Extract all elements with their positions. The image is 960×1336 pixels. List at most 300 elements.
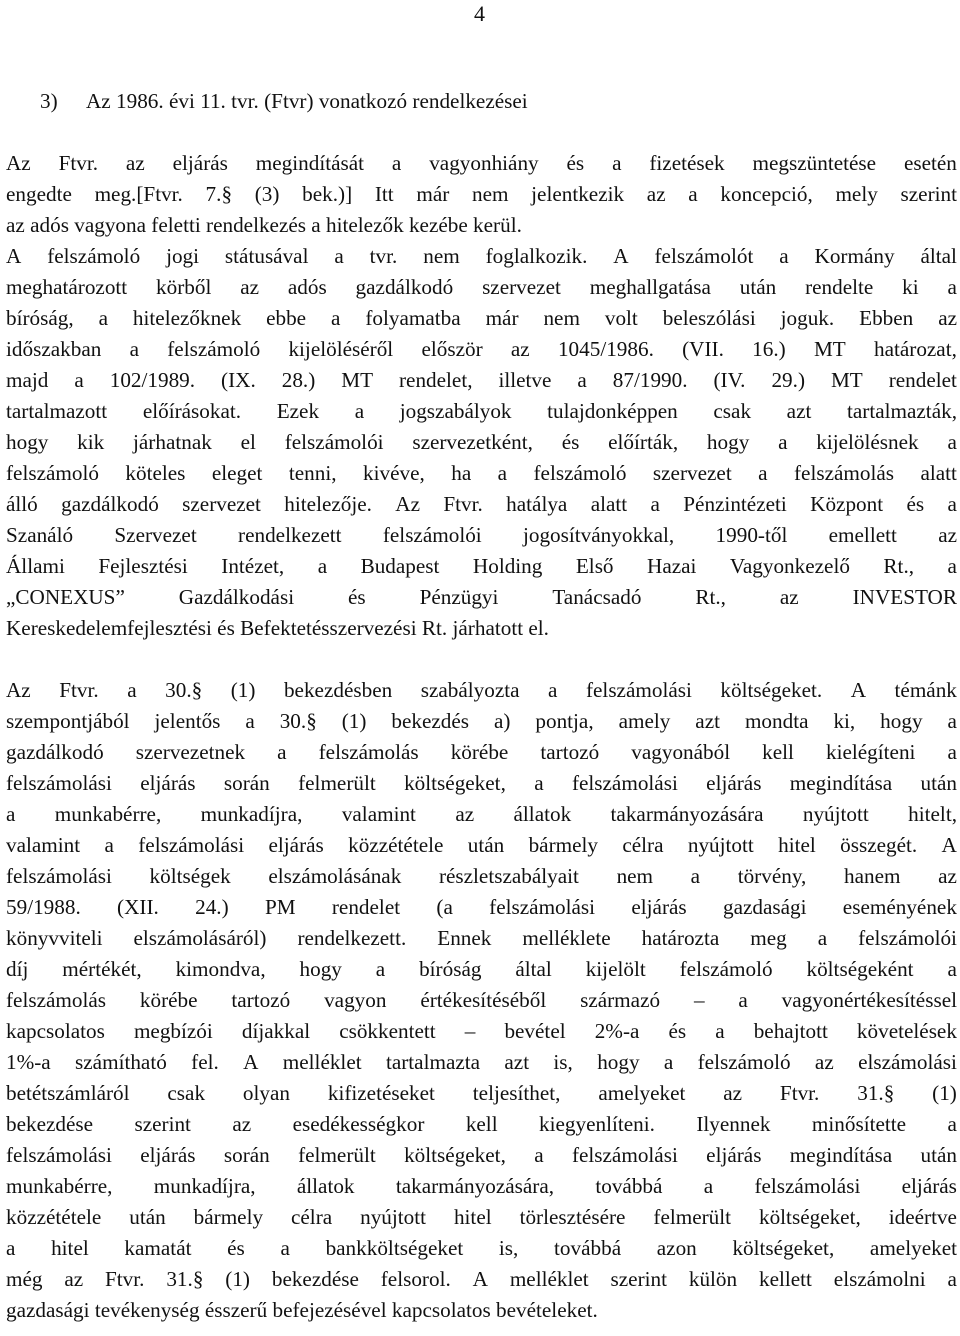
- word: a: [947, 1267, 957, 1291]
- paragraph-liquidation-costs: [6, 675, 957, 1326]
- word: 1045/1986.: [557, 337, 654, 361]
- word: meghatározott: [6, 275, 128, 299]
- word: 59/1988.: [6, 895, 81, 919]
- word: elszámolni: [833, 1267, 926, 1291]
- word: kamatát: [124, 1236, 192, 1260]
- word: felszámolói: [284, 430, 384, 454]
- word: tulajdonképpen: [547, 399, 678, 423]
- word: elszámolásáról): [133, 926, 267, 950]
- word: mértékét,: [62, 957, 142, 981]
- word: –: [693, 988, 705, 1012]
- word: Központ: [810, 492, 884, 516]
- word: vagyonhiány: [429, 151, 539, 175]
- word: kell: [762, 740, 794, 764]
- word: kijelölésnek: [816, 430, 919, 454]
- word: eljárás: [140, 771, 196, 795]
- word: a: [127, 678, 137, 702]
- word: megszüntetése: [752, 151, 877, 175]
- word: költségeket.: [720, 678, 823, 702]
- word: felszámolási: [571, 771, 678, 795]
- word: Állami: [6, 554, 65, 578]
- word: az: [232, 1112, 252, 1136]
- word: a: [779, 244, 789, 268]
- word: bíróság: [419, 957, 482, 981]
- text-line: [6, 582, 957, 613]
- word: előírták,: [608, 430, 679, 454]
- word: után: [920, 771, 957, 795]
- text-line: [6, 830, 957, 861]
- word: bármely: [528, 833, 598, 857]
- word: az: [455, 802, 475, 826]
- word: nem: [616, 864, 654, 888]
- word: során: [223, 1143, 270, 1167]
- word: ki,: [833, 709, 856, 733]
- word: az: [938, 306, 957, 330]
- word: felsorol.: [380, 1267, 451, 1291]
- word: megbízói: [133, 1019, 213, 1043]
- word: után: [920, 1143, 957, 1167]
- word: nem: [423, 244, 460, 268]
- word: (1): [225, 1267, 250, 1291]
- word: (a: [436, 895, 453, 919]
- word: körébe: [139, 988, 198, 1012]
- text-line: [6, 1202, 957, 1233]
- word: megindítása: [789, 1143, 893, 1167]
- text-line: [6, 706, 957, 737]
- word: után: [739, 275, 777, 299]
- word: rendelet: [331, 895, 401, 919]
- word: az: [240, 275, 260, 299]
- word: követelések: [856, 1019, 957, 1043]
- word: A: [243, 1050, 259, 1074]
- word: tvr.: [369, 244, 398, 268]
- word: állatok: [296, 1174, 355, 1198]
- word: az: [510, 337, 530, 361]
- word: vagyonából: [631, 740, 731, 764]
- word: költségeket,: [404, 1143, 506, 1167]
- word: elszámolásának: [268, 864, 402, 888]
- word: a: [947, 430, 957, 454]
- word: közzététele: [6, 1205, 102, 1229]
- word: és: [227, 1236, 245, 1260]
- word: valamint: [6, 833, 81, 857]
- word: szerint: [134, 1112, 191, 1136]
- word: megindítását: [255, 151, 365, 175]
- text-line: [6, 892, 957, 923]
- word: kapcsolatos: [6, 1019, 105, 1043]
- word: és: [566, 151, 585, 175]
- word: amely: [618, 709, 671, 733]
- word: kell: [465, 1112, 498, 1136]
- page-content: [6, 86, 957, 1326]
- word: számítható: [75, 1050, 167, 1074]
- word: 1%-a: [6, 1050, 51, 1074]
- word: bankköltségeket: [325, 1236, 464, 1260]
- text-line: [6, 954, 957, 985]
- word: Szanáló: [6, 523, 74, 547]
- word: Kormány: [814, 244, 895, 268]
- word: a: [715, 1019, 725, 1043]
- word: jogi: [166, 244, 200, 268]
- word: hitelezője.: [284, 492, 372, 516]
- word: (1): [341, 709, 367, 733]
- word: a: [612, 151, 622, 175]
- text-line: [6, 1109, 957, 1140]
- word: 24.): [195, 895, 229, 919]
- word: az: [779, 585, 799, 609]
- word: a: [331, 306, 341, 330]
- word: Gazdálkodási: [178, 585, 295, 609]
- word: (XII.: [117, 895, 159, 919]
- word: 31.§: [166, 1267, 204, 1291]
- word: tenni,: [288, 461, 337, 485]
- word: a: [534, 771, 544, 795]
- word: bármely: [193, 1205, 264, 1229]
- word: vagyonértékesítéssel: [781, 988, 957, 1012]
- word: díjakkal: [241, 1019, 311, 1043]
- word: a: [391, 151, 402, 175]
- word: Itt: [374, 182, 394, 206]
- word: csak: [713, 399, 752, 423]
- word: részletszabályait: [438, 864, 579, 888]
- word: azon: [656, 1236, 697, 1260]
- word: betétszámláról: [6, 1081, 130, 1105]
- word: felszámolási: [138, 833, 245, 857]
- word: foglalkozik.: [485, 244, 588, 268]
- word: takarmányozására: [610, 802, 764, 826]
- text-line: [6, 737, 957, 768]
- word: (VII.: [682, 337, 724, 361]
- word: által: [515, 957, 552, 981]
- text-line: [6, 179, 957, 210]
- word: törvény,: [737, 864, 807, 888]
- text-line: [6, 396, 957, 427]
- word: szervezetként,: [412, 430, 533, 454]
- word: időszakban: [6, 337, 102, 361]
- word: meghallgatása: [589, 275, 711, 299]
- word: alatt: [920, 461, 957, 485]
- word: melléklet: [282, 1050, 362, 1074]
- word: felszámoló: [533, 461, 627, 485]
- word: kimondva,: [175, 957, 266, 981]
- word: költségeként: [806, 957, 914, 981]
- word: hanem: [843, 864, 901, 888]
- section-heading: [6, 86, 957, 117]
- word: Ilyennek: [696, 1112, 771, 1136]
- word: a: [74, 368, 84, 392]
- word: hogy: [299, 957, 342, 981]
- word: bek.)]: [302, 182, 353, 206]
- word: kivéve,: [363, 461, 425, 485]
- word: a: [738, 988, 748, 1012]
- word: során: [223, 771, 270, 795]
- word: a: [245, 709, 255, 733]
- word: felszámolás: [6, 988, 107, 1012]
- word: járhatnak: [133, 430, 212, 454]
- word: (1): [932, 1081, 957, 1105]
- word: ki: [902, 275, 919, 299]
- word: nyújtott: [687, 833, 754, 857]
- word: felszámolási: [6, 864, 112, 888]
- word: körébe: [450, 740, 509, 764]
- word: az: [125, 151, 145, 175]
- word: MT: [341, 368, 374, 392]
- text-line: [6, 427, 957, 458]
- word: emellett: [828, 523, 897, 547]
- word: és: [906, 492, 925, 516]
- word: költségeket,: [732, 1236, 835, 1260]
- word: MT: [813, 337, 846, 361]
- word: munkadíjra,: [153, 1174, 256, 1198]
- word: 31.§: [857, 1081, 895, 1105]
- word: az: [646, 182, 666, 206]
- word: Pénzügyi: [419, 585, 499, 609]
- word: felmerült: [653, 1205, 732, 1229]
- word: a: [947, 492, 957, 516]
- word: azt: [695, 709, 720, 733]
- word: koncepció,: [720, 182, 813, 206]
- word: hogy: [597, 1050, 640, 1074]
- word: a: [334, 244, 344, 268]
- word: Szervezet: [114, 523, 197, 547]
- word: felszámolási: [489, 895, 596, 919]
- word: a: [650, 492, 660, 516]
- word: felszámolás: [794, 461, 895, 485]
- word: eljárás: [631, 895, 687, 919]
- word: a: [354, 399, 365, 423]
- word: 102/1989.: [109, 368, 196, 392]
- word: körből: [156, 275, 212, 299]
- word: felszámolót: [654, 244, 754, 268]
- word: szervezetnek: [135, 740, 246, 764]
- word: hatálya: [506, 492, 568, 516]
- word: a: [703, 1174, 714, 1198]
- word: eleget: [211, 461, 263, 485]
- word: kellett: [758, 1267, 812, 1291]
- word: adós: [287, 275, 327, 299]
- word: melléklet: [509, 1267, 589, 1291]
- word: szabályozta: [420, 678, 520, 702]
- word: Ftvr.: [105, 1267, 145, 1291]
- word: munkadíjra,: [200, 802, 303, 826]
- word: Pénzintézeti: [683, 492, 787, 516]
- word: Az: [395, 492, 421, 516]
- word: tartozó: [540, 740, 600, 764]
- word: az: [938, 523, 957, 547]
- word: határozat,: [873, 337, 957, 361]
- word: meg.[Ftvr.: [94, 182, 183, 206]
- word: célra: [622, 833, 664, 857]
- word: esetén: [903, 151, 957, 175]
- word: a: [497, 461, 508, 485]
- text-line: [6, 520, 957, 551]
- word: szerint: [900, 182, 957, 206]
- word: Ftvr.: [443, 492, 483, 516]
- word: bíróság,: [6, 306, 74, 330]
- word: beleszólási: [662, 306, 756, 330]
- word: a: [129, 337, 139, 361]
- word: felszámoló: [697, 1050, 791, 1074]
- word: a: [98, 306, 108, 330]
- word: 29.): [771, 368, 805, 392]
- word: gazdálkodó: [6, 740, 104, 764]
- word: után: [467, 833, 505, 857]
- word: 28.): [281, 368, 316, 392]
- word: bevétel: [504, 1019, 566, 1043]
- word: (1): [230, 678, 256, 702]
- text-line: [6, 985, 957, 1016]
- word: a: [534, 1143, 544, 1167]
- word: (IV.: [713, 368, 746, 392]
- word: közzététele: [348, 833, 444, 857]
- word: eljárás: [706, 1143, 762, 1167]
- word: a: [6, 1236, 16, 1260]
- word: a: [317, 554, 328, 578]
- word: Ezek: [276, 399, 320, 423]
- word: felszámoló: [679, 957, 773, 981]
- word: a: [548, 678, 558, 702]
- word: hitel: [453, 1205, 492, 1229]
- word: el: [240, 430, 256, 454]
- word: az: [723, 1081, 743, 1105]
- word: gazdálkodó: [355, 275, 454, 299]
- text-line: [6, 1016, 957, 1047]
- word: eljárás: [268, 833, 324, 857]
- word: a: [947, 709, 957, 733]
- word: nyújtott: [802, 802, 869, 826]
- word: (IX.: [221, 368, 256, 392]
- word: illetve: [498, 368, 552, 392]
- word: Az: [6, 678, 31, 702]
- word: a: [663, 1050, 674, 1074]
- word: kijelölt: [585, 957, 646, 981]
- word: bekezdése: [271, 1267, 359, 1291]
- word: mondta: [744, 709, 809, 733]
- word: 30.§: [165, 678, 203, 702]
- word: költségeket,: [404, 771, 506, 795]
- word: jelentős: [154, 709, 221, 733]
- text-line: [6, 241, 957, 272]
- word: a: [577, 368, 587, 392]
- word: a: [104, 833, 114, 857]
- word: Rt.,: [883, 554, 915, 578]
- word: hitel: [51, 1236, 89, 1260]
- word: még: [6, 1267, 43, 1291]
- word: először: [421, 337, 483, 361]
- word: A: [941, 833, 957, 857]
- word: felszámoló: [167, 337, 261, 361]
- word: szervezet: [482, 275, 561, 299]
- word: megindítása: [789, 771, 893, 795]
- word: a: [947, 554, 957, 578]
- word: nem: [471, 182, 509, 206]
- word: továbbá: [554, 1236, 622, 1260]
- word: könyvviteli: [6, 926, 103, 950]
- word: amelyeket: [598, 1081, 686, 1105]
- word: a: [280, 1236, 290, 1260]
- text-line: [6, 1233, 957, 1264]
- word: takarmányozására,: [395, 1174, 555, 1198]
- word: szerint: [610, 1267, 667, 1291]
- word: kielégíteni: [826, 740, 916, 764]
- word: 7.§: [205, 182, 233, 206]
- word: külön: [688, 1267, 738, 1291]
- word: esedékességkor: [292, 1112, 425, 1136]
- word: jogszabályok: [399, 399, 512, 423]
- word: a: [947, 275, 957, 299]
- word: Tanácsadó: [552, 585, 642, 609]
- word: Első: [575, 554, 614, 578]
- word: engedte: [6, 182, 72, 206]
- word: jogosítványokkal,: [522, 523, 675, 547]
- word: eljárás: [706, 771, 762, 795]
- word: a: [778, 430, 788, 454]
- word: eljárás: [172, 151, 228, 175]
- word: felszámolási: [6, 771, 112, 795]
- text-line: [6, 799, 957, 830]
- word: összegét.: [840, 833, 918, 857]
- word: Ftvr.: [779, 1081, 820, 1105]
- word: kijelöléséről: [288, 337, 394, 361]
- word: munkabérre,: [54, 802, 162, 826]
- word: felszámolási: [6, 1143, 112, 1167]
- text-line: [6, 148, 957, 179]
- word: rendelet: [888, 368, 957, 392]
- word: Fejlesztési: [98, 554, 188, 578]
- word: Ennek: [437, 926, 492, 950]
- word: kiegyenlíteni.: [539, 1112, 655, 1136]
- word: a: [690, 864, 701, 888]
- word: valamint: [341, 802, 416, 826]
- word: –: [464, 1019, 476, 1043]
- word: vagyon: [324, 988, 387, 1012]
- word: fizetések: [649, 151, 725, 175]
- word: nem: [543, 306, 580, 330]
- word: PM: [264, 895, 296, 919]
- word: felmerült: [298, 771, 376, 795]
- text-line: [6, 1171, 957, 1202]
- word: továbbá: [595, 1174, 663, 1198]
- word: A: [472, 1267, 488, 1291]
- word: azt: [786, 399, 812, 423]
- text-line: Kereskedelemfejlesztési és Befektetésszervezési Rt. járhatott el.: [6, 616, 549, 640]
- section-title: Az 1986. évi 11. tvr. (Ftvr) vonatkozó rendelkezései: [86, 89, 528, 113]
- word: már: [485, 306, 519, 330]
- word: rendelkezett.: [297, 926, 407, 950]
- word: minősítette: [811, 1112, 907, 1136]
- word: Hazai: [647, 554, 697, 578]
- paragraph-ftvr-overview: [6, 148, 957, 644]
- word: szervezet: [182, 492, 261, 516]
- word: A: [6, 244, 22, 268]
- word: nyújtott: [360, 1205, 427, 1229]
- text-line: [6, 1078, 957, 1109]
- text-line: [6, 272, 957, 303]
- word: ideértve: [888, 1205, 957, 1229]
- word: előírásokat.: [142, 399, 242, 423]
- word: és: [348, 585, 366, 609]
- word: státusával: [224, 244, 309, 268]
- word: (3): [254, 182, 280, 206]
- word: fel.: [191, 1050, 219, 1074]
- word: felmerült: [298, 1143, 376, 1167]
- word: tartalmazták,: [847, 399, 957, 423]
- word: bekezdésben: [283, 678, 393, 702]
- word: szervezet: [652, 461, 732, 485]
- word: olyan: [242, 1081, 290, 1105]
- word: volt: [604, 306, 638, 330]
- word: Az: [6, 151, 31, 175]
